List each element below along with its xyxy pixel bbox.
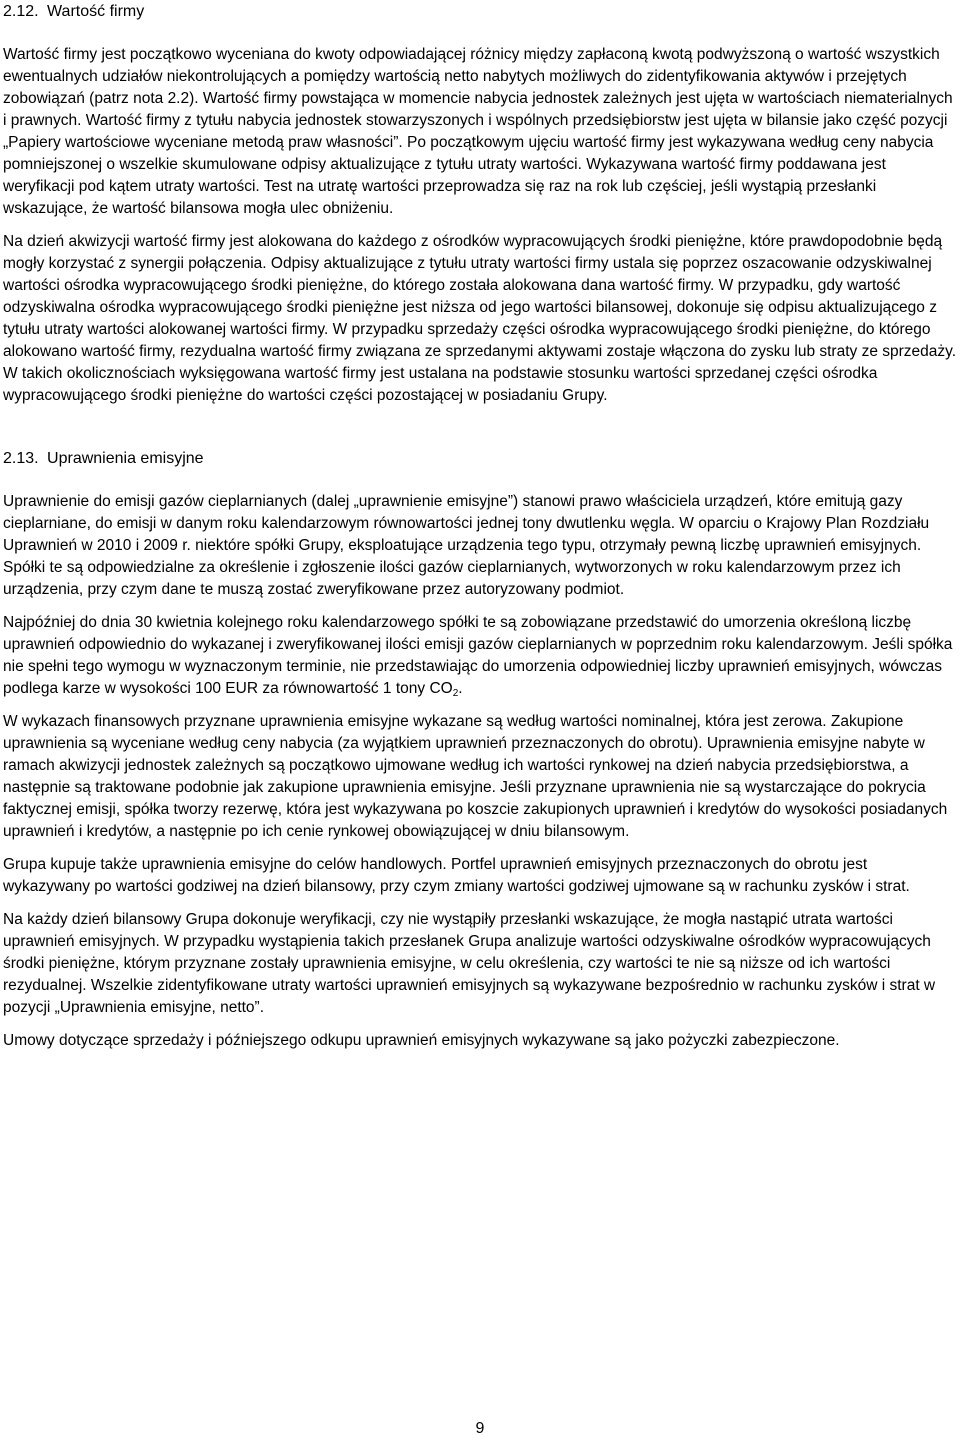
paragraph: Na dzień akwizycji wartość firmy jest alokowana do każdego z ośrodków wypracowujących środki pieniężne, które prawdopodobnie będą mogły korzystać z synergii połączenia. Odpisy aktualizujące z tytułu utraty wartości firmy ustala się poprzez oszacowanie odzyskiwalnej wartości ośrodka wypracowującego środki pieniężne, do którego została alokowana dana wartość firmy. W przypadku, gdy wartość odzyskiwalna ośrodka wypracowującego środki pieniężne jest niższa od jego wartości bilansowej, dokonuje się odpisu aktualizującego z tytułu utraty wartości alokowanej wartości firmy. W przypadku sprzedaży części ośrodka wypracowującego środki pieniężne, do którego alokowano wartość firmy, rezydualna wartość firmy związana ze sprzedanymi aktywami zostaje włączona do zysku lub straty ze sprzedaży. W takich okolicznościach wyksięgowana wartość firmy jest ustalana na podstawie stosunku wartości sprzedanej części ośrodka wypracowującego środki pieniężne do wartości części pozostającej w posiadaniu Grupy. — [3, 233, 957, 404]
section-heading — [3, 448, 957, 470]
co2-subscript: 2 — [452, 688, 459, 699]
paragraph: Na każdy dzień bilansowy Grupa dokonuje weryfikacji, czy nie wystąpiły przesłanki wskazujące, że mogła nastąpić utrata wartości uprawnień emisyjnych. W przypadku wystąpienia takich przesłanek Grupa analizuje wartości odzyskiwalne ośrodków wypracowujących środki pieniężne, którym przyznane zostały uprawnienia emisyjne, w celu określenia, czy wartości te nie są niższe od ich wartości rezydualnej. Wszelkie zidentyfikowane utraty wartości uprawnień emisyjnych są wykazywane bezpośrednio w rachunku zysków i strat w pozycji „Uprawnienia emisyjne, netto”. — [3, 911, 936, 1016]
section-number: 2.12. — [3, 3, 39, 20]
document-content — [3, 1, 957, 1063]
paragraph-text: Najpóźniej do dnia 30 kwietnia kolejnego roku kalendarzowego spółki te są zobowiązane przedstawić do umorzenia określoną liczbę uprawnień odpowiednio do wykazanej i zweryfikowanej ilości emisji gazów cieplarnianych w poprzednim roku kalendarzowym. Jeśli spółka nie spełni tego wymogu w wyznaczonym terminie, nie przedstawiając do umorzenia odpowiedniej liczby uprawnień emisyjnych, wówczas podlega karze w wysokości 100 EUR za równowartość 1 tony CO — [3, 614, 953, 697]
paragraph: Umowy dotyczące sprzedaży i późniejszego odkupu uprawnień emisyjnych wykazywane są jako pożyczki zabezpieczone. — [3, 1032, 840, 1049]
paragraph: Uprawnienie do emisji gazów cieplarnianych (dalej „uprawnienie emisyjne”) stanowi prawo właściciela urządzeń, które emitują gazy cieplarniane, do emisji w danym roku kalendarzowym równowartości jednej tony dwutlenku węgla. W oparciu o Krajowy Plan Rozdziału Uprawnień w 2010 i 2009 r. niektóre spółki Grupy, eksploatujące urządzenia tego typu, otrzymały pewną liczbę uprawnień emisyjnych. Spółki te są odpowiedzialne za określenie i zgłoszenie ilości gazów cieplarnianych, wytworzonych w roku kalendarzowym przez ich urządzenia, przy czym dane te muszą zostać zweryfikowane przez autoryzowany podmiot. — [3, 493, 930, 598]
sentence-end: . — [458, 680, 463, 697]
paragraph: W wykazach finansowych przyznane uprawnienia emisyjne wykazane są według wartości nominalnej, która jest zerowa. Zakupione uprawnienia są wyceniane według ceny nabycia (za wyjątkiem uprawnień przeznaczonych do obrotu). Uprawnienia emisyjne nabyte w ramach akwizycji jednostek zależnych są początkowo ujmowane według ich wartości rynkowej na dzień nabycia przedsiębiorstwa, a następnie są traktowane podobnie jak zakupione uprawnienia emisyjne. Jeśli przyznane uprawnienia nie są wystarczające do pokrycia faktycznej emisji, spółka tworzy rezerwę, która jest wykazywana po koszcie zakupionych uprawnień i kredytów do wysokości posiadanych uprawnień i kredytów, a następnie po ich cenie rynkowej obowiązującej w dniu bilansowym. — [3, 713, 948, 840]
section-number: 2.13. — [3, 450, 39, 467]
section-spacer — [3, 418, 957, 448]
paragraph-co2 — [3, 612, 957, 700]
section-title: Wartość firmy — [47, 3, 145, 20]
page-number: 9 — [475, 1420, 485, 1437]
section-heading — [3, 1, 957, 23]
section-emission-allowances — [3, 448, 957, 1052]
section-goodwill — [3, 1, 957, 407]
paragraph: Wartość firmy jest początkowo wyceniana do kwoty odpowiadającej różnicy między zapłaconą kwotą podwyższoną o wartość wszystkich ewentualnych udziałów niekontrolujących a pomiędzy wartością netto nabytych możliwych do zidentyfikowania aktywów i przejętych zobowiązań (patrz nota 2.2). Wartość firmy powstająca w momencie nabycia jednostek zależnych jest ujęta w wartościach niematerialnych i prawnych. Wartość firmy z tytułu nabycia jednostek stowarzyszonych i wspólnych przedsiębiorstw jest ujęta w bilansie jako część pozycji „Papiery wartościowe wyceniane metodą praw własności”. Po początkowym ujęciu wartość firmy jest wykazywana według ceny nabycia pomniejszonej o wszelkie skumulowane odpisy aktualizujące z tytułu utraty wartości. Wykazywana wartość firmy poddawana jest weryfikacji pod kątem utraty wartości. Test na utratę wartości przeprowadza się raz na rok lub częściej, jeśli wystąpią przesłanki wskazujące, że wartość bilansowa mogła ulec obniżeniu. — [3, 46, 953, 217]
paragraph: Grupa kupuje także uprawnienia emisyjne do celów handlowych. Portfel uprawnień emisyjnych przeznaczonych do obrotu jest wykazywany po wartości godziwej na dzień bilansowy, przy czym zmiany wartości godziwej ujmowane są w rachunku zysków i strat. — [3, 856, 910, 895]
section-title: Uprawnienia emisyjne — [47, 450, 204, 467]
